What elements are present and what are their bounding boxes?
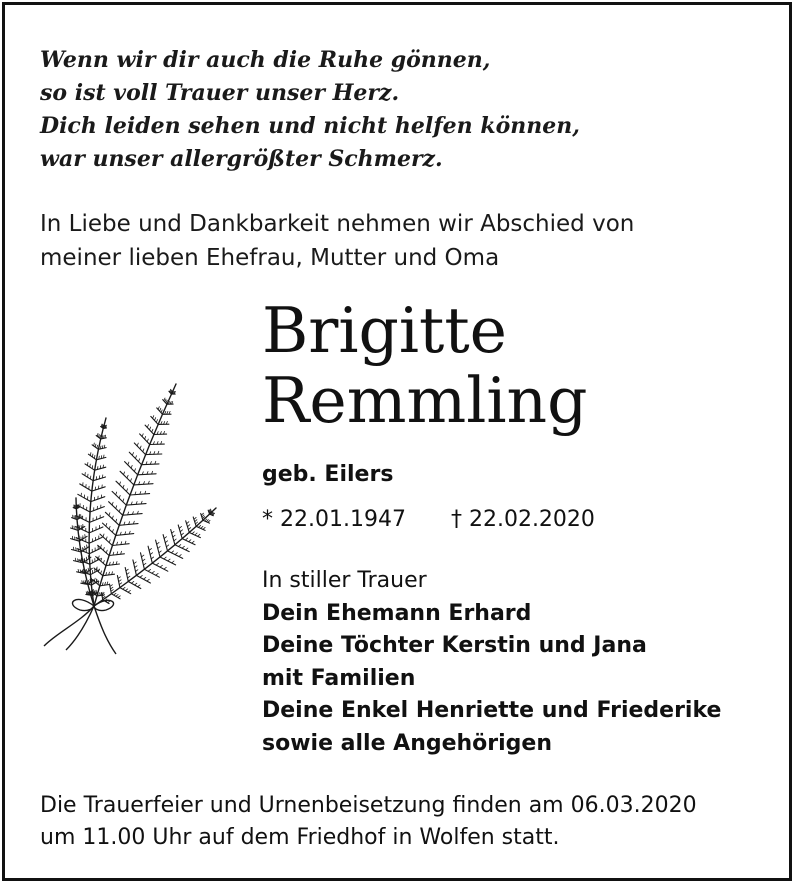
mourner-line: Deine Töchter Kerstin und Jana xyxy=(262,633,647,658)
mourners xyxy=(262,565,721,760)
birth-date: * 22.01.1947 xyxy=(262,507,406,532)
mourner-line: Deine Enkel Henriette und Friederike xyxy=(262,698,722,723)
poem-line: war unser allergrößter Schmerz. xyxy=(40,146,443,172)
intro-line: In Liebe und Dankbarkeit nehmen wir Abschied von xyxy=(40,211,635,237)
life-dates xyxy=(262,507,595,532)
death-date: † 22.02.2020 xyxy=(450,507,595,532)
maiden-name: geb. Eilers xyxy=(262,462,394,487)
service-line: um 11.00 Uhr auf dem Friedhof in Wolfen statt. xyxy=(40,825,560,850)
intro-line: meiner lieben Ehefrau, Mutter und Oma xyxy=(40,245,500,271)
service-info xyxy=(40,790,697,854)
intro-text xyxy=(40,207,634,275)
mourners-heading: In stiller Trauer xyxy=(262,568,427,593)
first-name: Brigitte xyxy=(262,294,507,367)
poem-line: Wenn wir dir auch die Ruhe gönnen, xyxy=(40,47,491,73)
poem-line: Dich leiden sehen und nicht helfen können, xyxy=(40,113,580,139)
fern-bouquet-icon xyxy=(36,378,236,668)
poem-line: so ist voll Trauer unser Herz. xyxy=(40,80,400,106)
mourner-line: sowie alle Angehörigen xyxy=(262,730,553,756)
mourner-line: Dein Ehemann Erhard xyxy=(262,600,532,626)
mourner-line: mit Familien xyxy=(262,665,416,691)
poem xyxy=(40,44,580,176)
last-name: Remmling xyxy=(262,364,588,437)
deceased-name xyxy=(262,296,587,436)
service-line: Die Trauerfeier und Urnenbeisetzung finden am 06.03.2020 xyxy=(40,793,697,818)
